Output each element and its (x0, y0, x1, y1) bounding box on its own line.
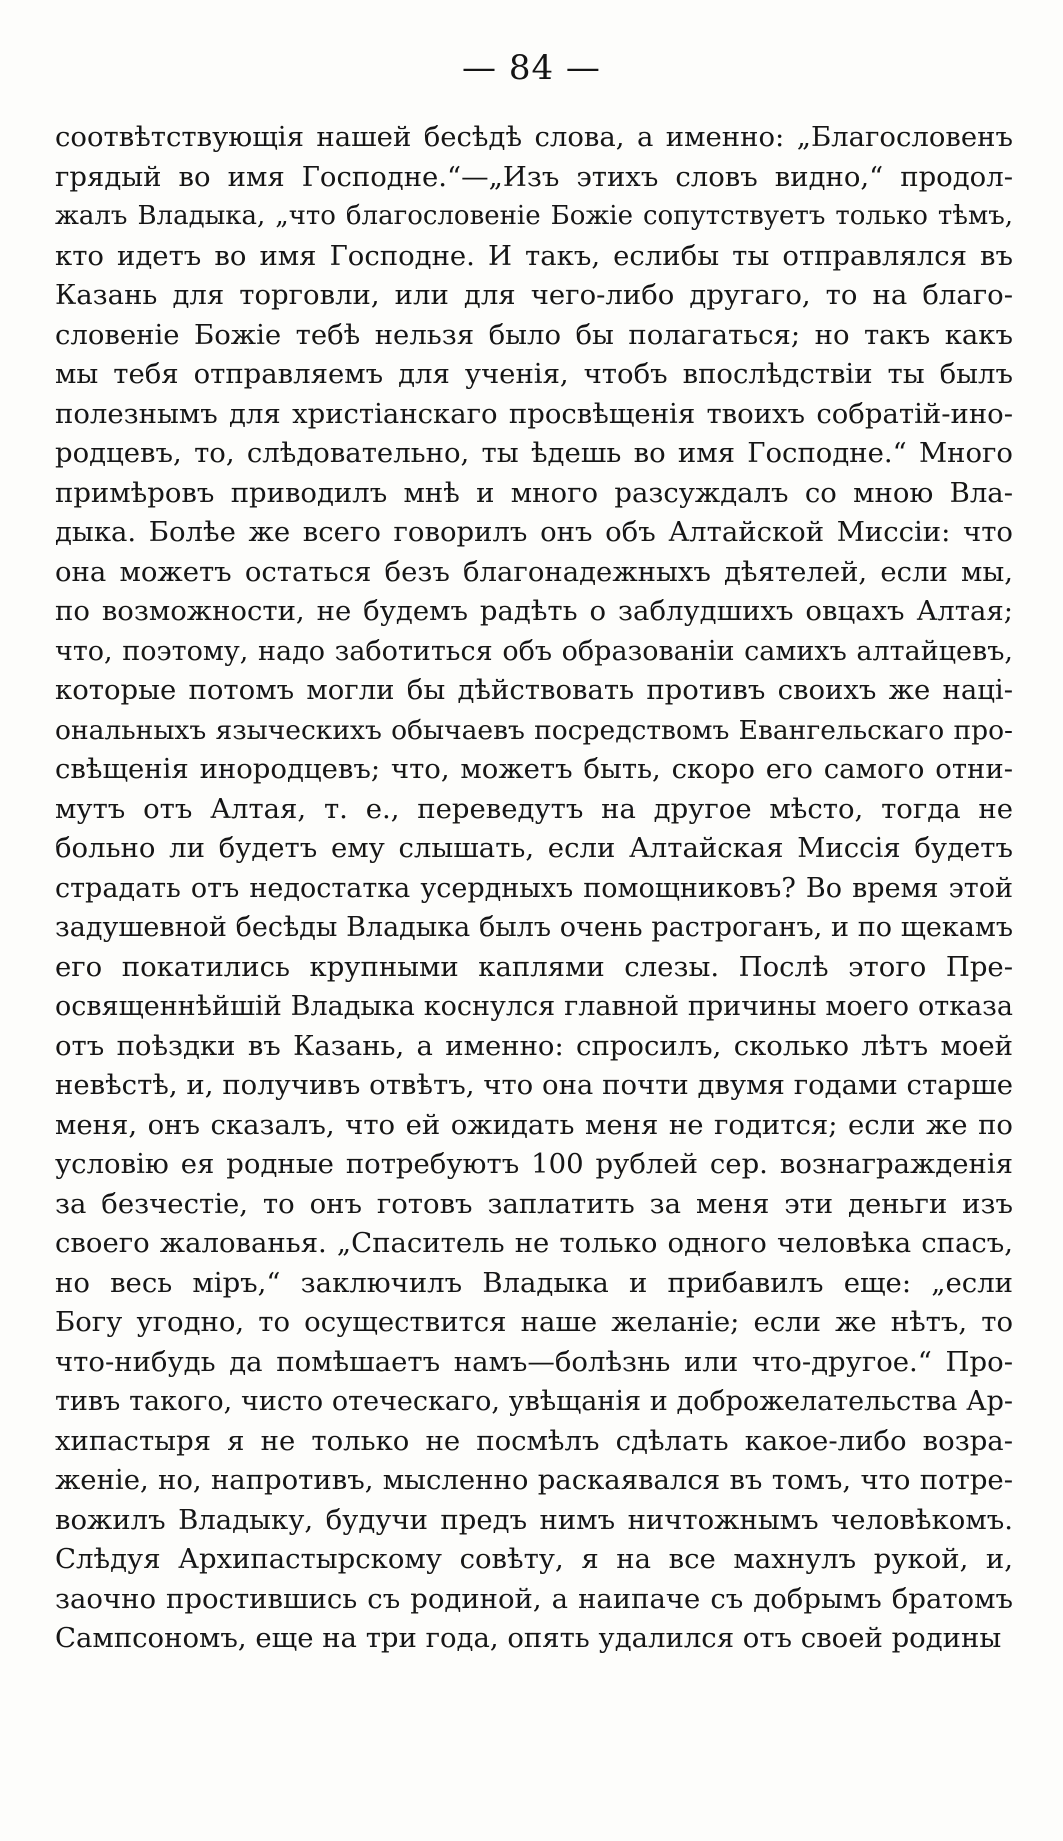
text-line: что-нибудь да помѣшаетъ намъ—болѣзнь или что-другое.“ Про- (55, 1345, 1013, 1378)
text-line: кто идетъ во имя Господне. И такъ, еслибы ты отправлялся въ (55, 239, 1013, 272)
text-line: но весь міръ,“ заключилъ Владыка и прибавилъ еще: „если (55, 1266, 1013, 1299)
text-line: мутъ отъ Алтая, т. е., переведутъ на другое мѣсто, тогда не (55, 792, 1013, 825)
text-line: что, поэтому, надо заботиться объ образованіи самихъ алтайцевъ, (55, 635, 1013, 667)
text-line: мы тебя отправляемъ для ученія, чтобъ впослѣдствіи ты былъ (55, 358, 1013, 390)
text-line: ональныхъ языческихъ обычаевъ посредствомъ Евангельскаго про- (55, 714, 1013, 746)
text-line: хипастыря я не только не посмѣлъ сдѣлать какое-либо возра- (55, 1424, 1013, 1457)
text-line: соотвѣтствующія нашей бесѣдѣ слова, а именно: „Благословенъ (55, 121, 1013, 153)
text-line: примѣровъ приводилъ мнѣ и много разсуждалъ со мною Вла- (55, 476, 1013, 509)
text-line: за безчестіе, то онъ готовъ заплатить за меня эти деньги изъ (55, 1187, 1013, 1220)
text-line: страдать отъ недостатка усердныхъ помощниковъ? Во время этой (55, 872, 1013, 904)
text-line: которые потомъ могли бы дѣйствовать противъ своихъ же наці- (55, 674, 1013, 706)
text-line: родцевъ, то, слѣдовательно, ты ѣдешь во имя Господне.“ Много (55, 437, 1013, 469)
text-line: условію ея родные потребуютъ 100 рублей сер. вознагражденія (55, 1148, 1013, 1180)
text-line: грядый во имя Господне.“—„Изъ этихъ словъ видно,“ продол- (55, 160, 1013, 193)
page-number: — 84 — (462, 48, 601, 88)
text-line: жалъ Владыка, „что благословеніе Божіе сопутствуетъ только тѣмъ, (55, 201, 1013, 231)
text-line: освященнѣйшій Владыка коснулся главной причины моего отказа (55, 991, 1013, 1022)
text-line: она можетъ остаться безъ благонадежныхъ дѣятелей, если мы, (55, 555, 1013, 588)
text-line: тивъ такого, чисто отеческаго, увѣщанія и доброжелательства Ар- (55, 1386, 1013, 1417)
text-line: своего жалованья. „Спаситель не только одного человѣка спасъ, (55, 1227, 1013, 1259)
text-line: невѣстѣ, и, получивъ отвѣтъ, что она почти двумя годами старше (55, 1069, 1013, 1101)
text-line: меня, онъ сказалъ, что ей ожидать меня не годится; если же по (55, 1108, 1013, 1141)
text-line: отъ поѣздки въ Казань, а именно: спросилъ, сколько лѣтъ моей (55, 1029, 1013, 1062)
text-line: задушевной бесѣды Владыка былъ очень растроганъ, и по щекамъ (55, 912, 1013, 943)
text-line: Богу угодно, то осуществится наше желаніе; если же нѣтъ, то (55, 1306, 1013, 1338)
text-line: женіе, но, напротивъ, мысленно раскаявался въ томъ, что потре- (55, 1464, 1013, 1496)
text-line: полезнымъ для христіанскаго просвѣщенія твоихъ собратій-ино- (55, 397, 1013, 430)
text-line: свѣщенія инородцевъ; что, можетъ быть, скоро его самого отни- (55, 753, 1013, 785)
text-line: словеніе Божіе тебѣ нельзя было бы полагаться; но такъ какъ (55, 318, 1013, 351)
text-line: по возможности, не будемъ радѣть о заблудшихъ овцахъ Алтая; (55, 595, 1013, 627)
text-line: больно ли будетъ ему слышать, если Алтайская Миссія будетъ (55, 832, 1013, 864)
text-line: вожилъ Владыку, будучи предъ нимъ ничтожнымъ человѣкомъ. (55, 1503, 1013, 1536)
text-line: дыка. Болѣе же всего говорилъ онъ объ Алтайской Миссіи: что (55, 516, 1013, 548)
text-line: Сампсономъ, еще на три года, опять удалился отъ своей родины (55, 1622, 1002, 1654)
text-line: Слѣдуя Архипастырскому совѣту, я на все махнулъ рукой, и, (55, 1543, 1013, 1575)
body-text (55, 118, 1013, 1659)
text-line: заочно простившись съ родиной, а наипаче съ добрымъ братомъ (55, 1582, 1013, 1615)
text-line: Казань для торговли, или для чего-либо другаго, то на благо- (55, 279, 1013, 311)
text-line: его покатились крупными каплями слезы. Послѣ этого Пре- (55, 950, 1013, 983)
